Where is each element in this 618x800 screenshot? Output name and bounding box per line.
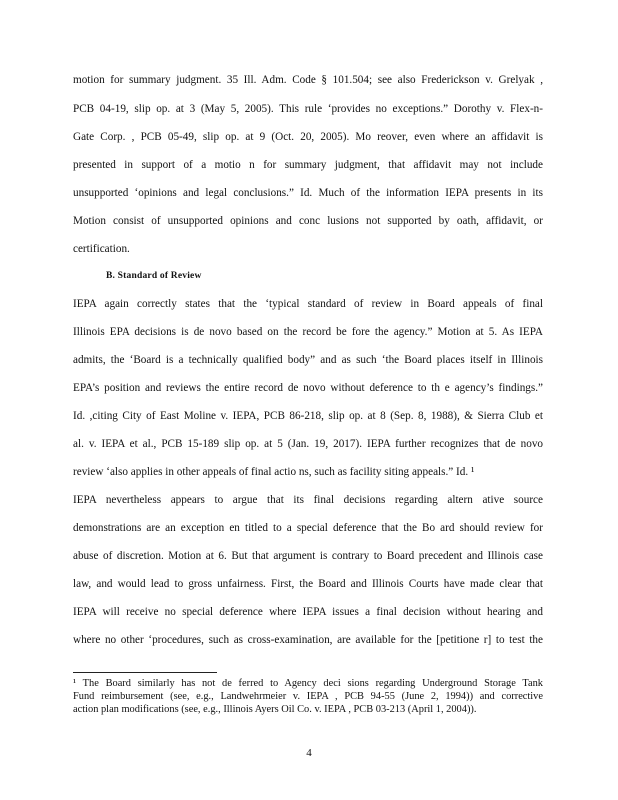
footnote-line: ¹ The Board similarly has not de ferred to Agency deci sions regarding Underground Storage Tank [73, 678, 543, 689]
body-line: Motion consist of unsupported opinions and conc lusions not supported by oath, affidavit, or [73, 215, 543, 227]
body-line: motion for summary judgment. 35 Ill. Adm. Code § 101.504; see also Frederickson v. Grelyak , [73, 74, 543, 86]
body-line: IEPA nevertheless appears to argue that its final decisions regarding altern ative source [73, 494, 543, 506]
body-line: IEPA again correctly states that the ‘typical standard of review in Board appeals of final [73, 298, 543, 310]
body-line: IEPA will receive no special deference where IEPA issues a final decision without hearing and [73, 606, 543, 618]
footnote-line: Fund reimbursement (see, e.g., Landwehrmeier v. IEPA , PCB 94-55 (June 2, 1994)) and corrective [73, 691, 543, 702]
body-line: admits, the ‘Board is a technically qualified body” and as such ‘the Board places itself in Illinois [73, 354, 543, 366]
body-line: where no other ‘procedures, such as cross-examination, are available for the [petitione r] to test the [73, 634, 543, 646]
body-line: presented in support of a motio n for summary judgment, that affidavit may not include [73, 159, 543, 171]
body-line: Gate Corp. , PCB 05-49, slip op. at 9 (Oct. 20, 2005). Mo reover, even where an affidavit is [73, 131, 543, 143]
body-line: review ‘also applies in other appeals of final actio ns, such as facility siting appeals.” Id. ¹ [73, 466, 475, 478]
section-heading: B. Standard of Review [106, 271, 202, 281]
body-line: al. v. IEPA et al., PCB 15-189 slip op. at 5 (Jan. 19, 2017). IEPA further recognizes that de novo [73, 438, 543, 450]
body-line: EPA’s position and reviews the entire record de novo without deference to th e agency’s findings.” [73, 382, 543, 394]
body-line: Id. ,citing City of East Moline v. IEPA, PCB 86-218, slip op. at 8 (Sep. 8, 1988), & Sierra Club et [73, 410, 543, 422]
page-number: 4 [306, 747, 312, 759]
footnote-divider [73, 672, 217, 673]
body-line: Illinois EPA decisions is de novo based on the record be fore the agency.” Motion at 5. As IEPA [73, 326, 543, 338]
body-line: unsupported ‘opinions and legal conclusions.” Id. Much of the information IEPA presents in its [73, 187, 543, 199]
body-line: law, and would lead to gross unfairness. First, the Board and Illinois Courts have made clear that [73, 578, 543, 590]
footnote-line: action plan modifications (see, e.g., Illinois Ayers Oil Co. v. IEPA , PCB 03-213 (April 1, 2004)). [73, 704, 477, 715]
body-line: abuse of discretion. Motion at 6. But that argument is contrary to Board precedent and Illinois case [73, 550, 543, 562]
body-line: PCB 04-19, slip op. at 3 (May 5, 2005). This rule ‘provides no exceptions.” Dorothy v. Flex-n- [73, 103, 543, 115]
body-line: certification. [73, 243, 130, 255]
body-line: demonstrations are an exception en titled to a special deference that the Bo ard should review for [73, 522, 543, 534]
